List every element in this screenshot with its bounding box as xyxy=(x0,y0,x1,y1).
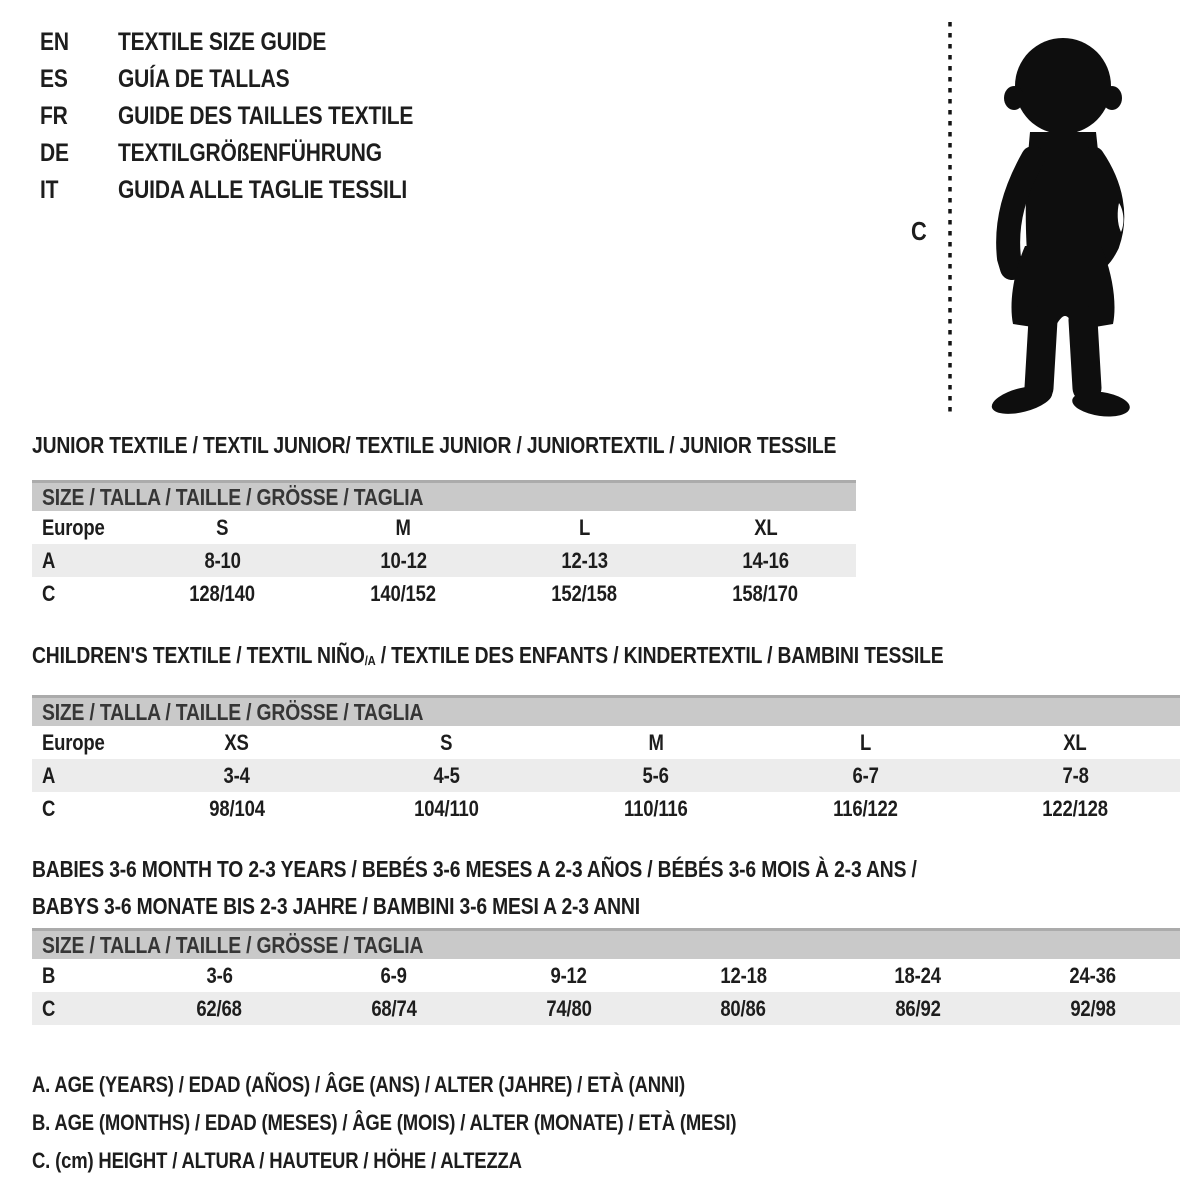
silhouette-ear-right xyxy=(1102,86,1122,110)
section-title-text xyxy=(32,888,640,925)
silhouette-leg-right xyxy=(1083,320,1087,388)
row-label xyxy=(32,581,132,607)
language-row xyxy=(40,172,470,209)
size-cell-text: L xyxy=(860,729,872,755)
section-babies xyxy=(32,851,1180,1025)
language-code-text: FR xyxy=(40,102,68,130)
size-cell xyxy=(313,581,494,607)
size-cell xyxy=(551,796,761,822)
size-cell-text: 4-5 xyxy=(433,762,460,788)
row-label xyxy=(32,996,132,1022)
title-subscript: /A xyxy=(364,652,376,668)
size-table-header-text: SIZE / TALLA / TAILLE / GRÖSSE / TAGLIA xyxy=(42,931,424,958)
size-cell xyxy=(656,996,831,1022)
section-title-junior xyxy=(32,430,989,460)
row-label-text: A xyxy=(42,547,56,573)
size-cell xyxy=(132,548,313,574)
title-fragment: BABYS 3-6 MONATE BIS 2-3 JAHRE / BAMBINI 3-6 MESI A 2-3 ANNI xyxy=(32,893,640,919)
size-cell xyxy=(551,763,761,789)
table-row xyxy=(32,577,856,610)
language-code xyxy=(40,139,118,168)
language-row xyxy=(40,61,470,98)
table-row xyxy=(32,726,1180,759)
size-cell-text: 6-9 xyxy=(380,962,408,988)
size-cell xyxy=(342,796,552,822)
children-size-table xyxy=(32,695,1180,825)
size-cell xyxy=(1005,963,1180,989)
table-row xyxy=(32,792,1180,825)
size-cell xyxy=(481,963,656,989)
section-title-babies xyxy=(32,851,1180,925)
size-cell-text: 116/122 xyxy=(833,795,898,821)
size-cell xyxy=(675,581,856,607)
row-label-text: C xyxy=(42,580,56,606)
language-code-text: ES xyxy=(40,65,68,93)
language-code-text: DE xyxy=(40,139,69,167)
table-row xyxy=(32,544,856,577)
section-title-text xyxy=(32,640,943,674)
size-cell xyxy=(132,581,313,607)
language-title-text: GUIDA ALLE TAGLIE TESSILI xyxy=(118,176,408,204)
silhouette-head xyxy=(1015,38,1111,134)
size-cell xyxy=(831,963,1006,989)
row-label xyxy=(32,963,132,989)
size-cell-text: 104/110 xyxy=(414,795,479,821)
junior-size-table xyxy=(32,480,856,610)
row-label xyxy=(32,763,132,789)
row-label-text: B xyxy=(42,962,56,988)
section-junior xyxy=(32,430,989,610)
size-cell-text: 12-18 xyxy=(720,962,767,988)
language-code-text: EN xyxy=(40,28,69,56)
legend-line xyxy=(32,1142,870,1180)
size-cell xyxy=(831,996,1006,1022)
section-title-text xyxy=(32,851,917,888)
language-code xyxy=(40,176,118,205)
legend-text: C. (cm) HEIGHT / ALTURA / HAUTEUR / HÖHE / ALTEZZA xyxy=(32,1148,522,1173)
size-cell xyxy=(313,548,494,574)
size-cell-text: 7-8 xyxy=(1062,762,1089,788)
size-cell-text: 62/68 xyxy=(196,995,243,1021)
size-cell xyxy=(132,763,342,789)
babies-table-rows xyxy=(32,959,1180,1025)
section-title-text xyxy=(32,430,836,460)
size-cell xyxy=(132,963,307,989)
size-cell-text: 74/80 xyxy=(545,995,592,1021)
silhouette-leg-left xyxy=(1039,320,1043,388)
size-cell xyxy=(761,796,971,822)
size-cell-text: XL xyxy=(1063,729,1087,755)
silhouette-ear-left xyxy=(1004,86,1024,110)
size-cell xyxy=(761,763,971,789)
title-fragment: / TEXTILE DES ENFANTS / KINDERTEXTIL / BAMBINI TESSILE xyxy=(375,642,944,668)
silhouette-shorts xyxy=(1012,246,1115,330)
size-table-header-text: SIZE / TALLA / TAILLE / GRÖSSE / TAGLIA xyxy=(42,483,424,510)
language-row xyxy=(40,135,470,172)
table-row xyxy=(32,511,856,544)
table-row xyxy=(32,992,1180,1025)
title-fragment: CHILDREN'S TEXTILE / TEXTIL NIÑO xyxy=(32,642,365,668)
section-children xyxy=(32,640,1180,825)
row-label-text: C xyxy=(42,795,56,821)
size-cell-text: S xyxy=(216,514,229,540)
language-title-text: TEXTILGRÖßENFÜHRUNG xyxy=(118,139,382,167)
size-cell-text: 24-36 xyxy=(1069,962,1116,988)
size-cell-text: 110/116 xyxy=(624,795,688,821)
size-cell xyxy=(675,515,856,541)
size-cell-text: 140/152 xyxy=(370,580,437,606)
size-cell xyxy=(342,730,552,756)
size-cell-text: XS xyxy=(224,729,249,755)
size-table-header xyxy=(32,695,1180,726)
children-table-rows xyxy=(32,726,1180,825)
size-cell xyxy=(1005,996,1180,1022)
size-cell-text: 158/170 xyxy=(732,580,799,606)
size-cell-text: 10-12 xyxy=(380,547,427,573)
legend-line xyxy=(32,1104,870,1142)
size-cell-text: 6-7 xyxy=(852,762,879,788)
size-cell xyxy=(481,996,656,1022)
section-title-line xyxy=(32,430,989,460)
size-cell-text: 152/158 xyxy=(551,580,618,606)
junior-table-rows xyxy=(32,511,856,610)
size-cell xyxy=(494,548,675,574)
size-cell-text: 5-6 xyxy=(642,762,670,788)
legend-text: B. AGE (MONTHS) / EDAD (MESES) / ÂGE (MOIS) / ALTER (MONATE) / ETÀ (MESI) xyxy=(32,1110,737,1135)
size-cell xyxy=(132,730,342,756)
section-title-line xyxy=(32,888,1180,925)
row-label xyxy=(32,796,132,822)
size-cell-text: 68/74 xyxy=(371,995,417,1021)
language-row xyxy=(40,24,470,61)
language-code xyxy=(40,65,118,94)
size-cell-text: 92/98 xyxy=(1069,995,1116,1021)
row-label-text: Europe xyxy=(42,729,105,755)
size-cell-text: M xyxy=(395,514,412,540)
size-cell xyxy=(675,548,856,574)
size-cell xyxy=(970,796,1180,822)
language-code-text: IT xyxy=(40,176,59,204)
size-cell-text: S xyxy=(440,729,453,755)
size-cell xyxy=(656,963,831,989)
row-label-text: Europe xyxy=(42,514,105,540)
size-cell-text: 80/86 xyxy=(720,995,767,1021)
section-title-children xyxy=(32,640,1180,674)
size-cell-text: 12-13 xyxy=(561,547,608,573)
size-cell xyxy=(132,796,342,822)
language-title-text: GUIDE DES TAILLES TEXTILE xyxy=(118,102,414,130)
size-cell xyxy=(132,996,307,1022)
row-label xyxy=(32,548,132,574)
language-row xyxy=(40,98,470,135)
legend-list xyxy=(32,1066,870,1180)
size-cell-text: 98/104 xyxy=(209,795,265,821)
size-cell xyxy=(494,581,675,607)
title-fragment: JUNIOR TEXTILE / TEXTIL JUNIOR/ TEXTILE JUNIOR / JUNIORTEXTIL / JUNIOR TESSILE xyxy=(32,432,837,458)
size-cell-text: 8-10 xyxy=(204,547,241,573)
size-cell xyxy=(342,763,552,789)
size-cell xyxy=(307,963,482,989)
size-cell-text: 3-4 xyxy=(223,762,250,788)
size-cell-text: 9-12 xyxy=(550,962,587,988)
table-row xyxy=(32,759,1180,792)
size-cell xyxy=(132,515,313,541)
language-code xyxy=(40,102,118,131)
size-cell xyxy=(307,996,482,1022)
legend-text: A. AGE (YEARS) / EDAD (AÑOS) / ÂGE (ANS) / ALTER (JAHRE) / ETÀ (ANNI) xyxy=(32,1072,686,1097)
height-measure-label: C xyxy=(911,216,927,246)
toddler-silhouette xyxy=(933,18,1167,422)
row-label-text: A xyxy=(42,762,56,788)
size-cell xyxy=(970,730,1180,756)
size-cell-text: M xyxy=(648,729,664,755)
babies-size-table xyxy=(32,928,1180,1025)
size-cell xyxy=(761,730,971,756)
size-table-header xyxy=(32,928,1180,959)
size-cell-text: 128/140 xyxy=(189,580,256,606)
size-cell-text: XL xyxy=(753,514,778,540)
size-cell-text: L xyxy=(578,514,591,540)
table-row xyxy=(32,959,1180,992)
language-title-list xyxy=(40,24,470,209)
language-code xyxy=(40,28,118,57)
title-fragment: BABIES 3-6 MONTH TO 2-3 YEARS / BEBÉS 3-6 MESES A 2-3 AÑOS / BÉBÉS 3-6 MOIS À 2-3 ANS / xyxy=(32,856,917,882)
row-label xyxy=(32,730,132,756)
language-title-text: GUÍA DE TALLAS xyxy=(118,65,290,93)
size-cell-text: 86/92 xyxy=(895,995,941,1021)
language-title-text: TEXTILE SIZE GUIDE xyxy=(118,28,327,56)
size-table-header xyxy=(32,480,856,511)
size-cell xyxy=(494,515,675,541)
size-cell-text: 3-6 xyxy=(206,962,233,988)
size-cell-text: 122/128 xyxy=(1042,795,1108,821)
height-figure xyxy=(905,18,1167,426)
row-label xyxy=(32,515,132,541)
section-title-line xyxy=(32,851,1180,888)
size-cell-text: 14-16 xyxy=(742,547,789,573)
legend-line xyxy=(32,1066,870,1104)
row-label-text: C xyxy=(42,995,56,1021)
size-cell xyxy=(313,515,494,541)
size-cell xyxy=(551,730,761,756)
size-cell xyxy=(970,763,1180,789)
size-table-header-text: SIZE / TALLA / TAILLE / GRÖSSE / TAGLIA xyxy=(42,698,424,725)
size-cell-text: 18-24 xyxy=(894,962,942,988)
toddler-body xyxy=(989,38,1131,420)
section-title-line xyxy=(32,640,1180,674)
